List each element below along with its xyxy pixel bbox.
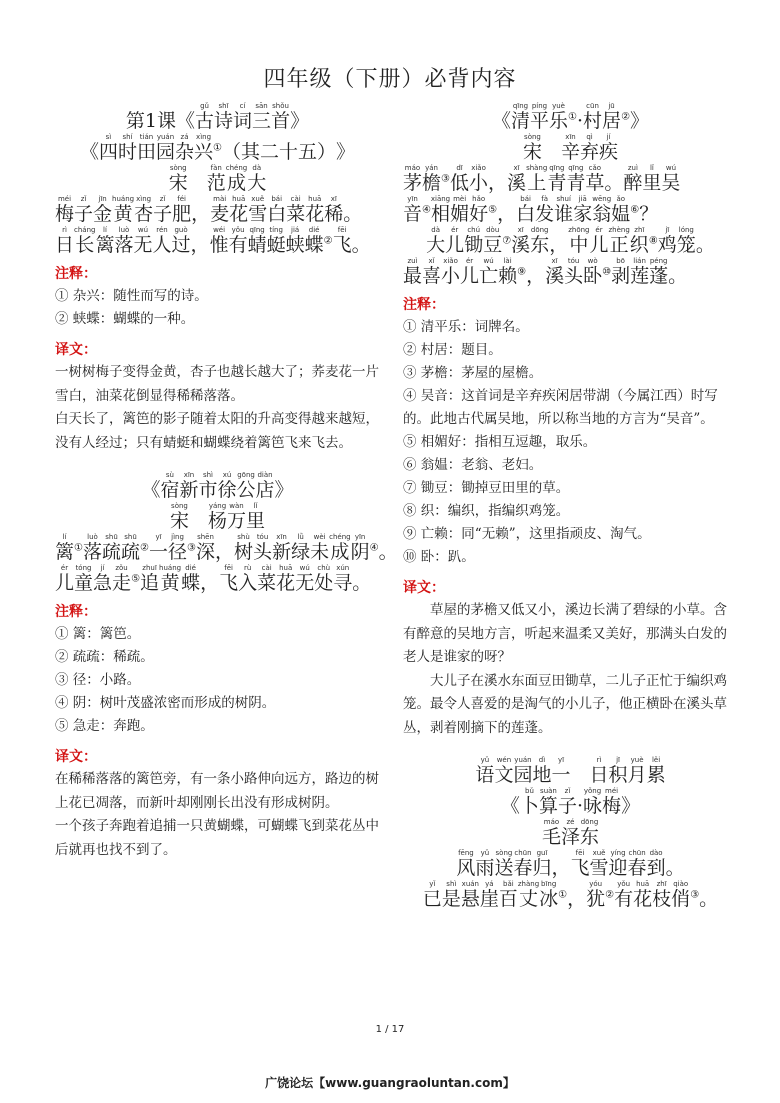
footnote-marker: ③ (187, 542, 196, 554)
ruby-char: 崖yá (479, 880, 499, 910)
ruby-char: 正zhèng (608, 226, 630, 256)
verse-line (55, 195, 380, 224)
ruby-char: （其二十五） (222, 141, 337, 163)
ruby-char (542, 141, 561, 163)
ruby-char: ， (190, 234, 210, 256)
ruby-char: 东dōng (580, 818, 600, 848)
ruby-char: 词cí (233, 102, 253, 132)
ruby-char: ， (549, 234, 569, 256)
ruby-char: 杏xìng (134, 195, 154, 225)
ruby-char: 。 (699, 888, 719, 910)
ruby-char: 金jīn (93, 195, 113, 225)
ruby-char: 树shù (234, 533, 254, 563)
footnote-marker: ⑦ (502, 235, 512, 247)
ruby-char: 第1课 (125, 110, 176, 132)
ruby-char: 处chù (314, 564, 334, 594)
poem-title (55, 471, 380, 500)
ruby-char: 惟wéi (209, 226, 229, 256)
ruby-char: 儿ér (55, 564, 75, 594)
ruby-char: 梅méi (55, 195, 75, 225)
ruby-char: 喜xǐ (422, 257, 442, 287)
note-item: ⑨ 亡赖：同“无赖”，这里指顽皮、淘气。 (403, 526, 651, 542)
verse-line (403, 195, 738, 224)
ruby-char: 成chéng (329, 533, 351, 563)
ruby-char: 里lǐ (642, 164, 662, 194)
ruby-char: 赖lài (498, 257, 518, 287)
note-item: ① 清平乐：词牌名。 (403, 319, 529, 335)
ruby-char: 子zǐ (153, 195, 173, 225)
ruby-char: 锄chú (464, 226, 484, 256)
footnote-marker: ⑥ (630, 204, 640, 216)
ruby-char: 青qīng (547, 164, 567, 194)
ruby-char: 儿ér (460, 257, 480, 287)
ruby-char: 园yuán (513, 756, 533, 786)
ruby-char: 吴wú (661, 164, 681, 194)
ruby-char: 飞fēi (219, 564, 239, 594)
ruby-char: 雨yǔ (475, 849, 495, 879)
ruby-char: 雪xuě (589, 849, 609, 879)
ruby-char: 宋sòng (169, 502, 189, 532)
ruby-char: 宋sòng (168, 164, 188, 194)
ruby-char: 鸡jī (657, 226, 677, 256)
ruby-char: 杂zá (175, 133, 195, 163)
ruby-char: 文wén (494, 756, 514, 786)
note-item: ② 疏疏：稀疏。 (55, 649, 154, 665)
footnote-marker: ② (621, 111, 631, 123)
ruby-char: 豆dòu (483, 226, 503, 256)
ruby-char: 万wàn (227, 502, 247, 532)
ruby-char: · (576, 110, 584, 132)
notes-label: 注释： (55, 604, 97, 620)
ruby-char: 蜻qīng (247, 226, 267, 256)
ruby-char: 市shì (198, 471, 218, 501)
ruby-char: 黄huáng (112, 195, 135, 225)
ruby-char: 追zhuī (140, 564, 160, 594)
ruby-char: 径jìng (168, 533, 188, 563)
ruby-char: 新xīn (272, 533, 292, 563)
ruby-char: 平píng (529, 102, 549, 132)
ruby-char: 杨yáng (207, 502, 227, 532)
ruby-char: 。 (604, 172, 624, 194)
ruby-char: 村cūn (583, 102, 603, 132)
ruby-char: 好hǎo (469, 195, 489, 225)
ruby-char: 走zǒu (112, 564, 132, 594)
ruby-char: 蝶dié (181, 564, 201, 594)
ruby-char (188, 172, 207, 194)
site-footer: 广饶论坛【www.guangraoluntan.com】 (265, 1076, 515, 1090)
ruby-char: 枝zhī (652, 880, 672, 910)
ruby-char: 飞fēi (332, 226, 352, 256)
ruby-char: 范fàn (206, 164, 226, 194)
verse-line (403, 226, 738, 255)
ruby-char: 上shàng (526, 164, 548, 194)
ruby-char: 入rù (238, 564, 258, 594)
ruby-char: 。 (351, 234, 371, 256)
ruby-char: 到dào (646, 849, 666, 879)
ruby-char (189, 510, 208, 532)
ruby-char: 积jī (608, 756, 628, 786)
ruby-char: 辛xīn (560, 133, 580, 163)
ruby-char: 犹yóu (586, 880, 606, 910)
ruby-char: 毛máo (541, 818, 561, 848)
verse-line (403, 257, 738, 286)
ruby-char: 音yīn (403, 195, 423, 225)
ruby-char: 有yǒu (614, 880, 634, 910)
ruby-char: 是shì (441, 880, 461, 910)
ruby-char: 人rén (152, 226, 172, 256)
footnote-marker: ③ (441, 173, 450, 185)
ruby-char: 一yī (149, 533, 169, 563)
ruby-char: 白bái (267, 195, 287, 225)
ruby-char: 黄huáng (159, 564, 182, 594)
ruby-char: ， (191, 203, 211, 225)
ruby-char: 累lěi (646, 756, 666, 786)
ruby-char: 东dōng (530, 226, 550, 256)
ruby-char: 春chūn (513, 849, 533, 879)
note-item: ⑦ 锄豆：锄掉豆田里的草。 (403, 480, 570, 496)
footnote-marker: ① (74, 542, 83, 554)
ruby-char: 归guī (532, 849, 552, 879)
ruby-char: 。 (343, 203, 363, 225)
ruby-char: 无wú (133, 226, 153, 256)
ruby-char: 宿sù (160, 471, 180, 501)
note-item: ④ 阴：树叶茂盛浓密而形成的树阴。 (55, 695, 276, 711)
ruby-char: 菜cài (286, 195, 306, 225)
ruby-char: 疏shū (102, 533, 122, 563)
left-column (55, 100, 398, 862)
ruby-char: 已yǐ (422, 880, 442, 910)
ruby-char: 落luò (114, 226, 134, 256)
ruby-char: ， (567, 888, 587, 910)
note-item: ① 杂兴：随性而写的诗。 (55, 288, 208, 304)
ruby-char: 子zǐ (557, 787, 577, 817)
translation-label: 译文： (55, 749, 97, 765)
ruby-char: 》 (336, 141, 356, 163)
note-item: ⑤ 相媚好：指相互逗趣，取乐。 (403, 434, 597, 450)
ruby-char: 草cǎo (585, 164, 605, 194)
ruby-char: 疾jí (599, 133, 619, 163)
ruby-char: 发fà (535, 195, 555, 225)
ruby-char: 丈zhàng (517, 880, 540, 910)
ruby-char: 里lǐ (246, 502, 266, 532)
ruby-char: 菜cài (257, 564, 277, 594)
ruby-char: 儿ér (445, 226, 465, 256)
ruby-char: 蓬péng (649, 257, 669, 287)
note-item: ③ 径：小路。 (55, 672, 141, 688)
footnote-marker: ③ (690, 889, 700, 901)
ruby-char: 醉zuì (623, 164, 643, 194)
ruby-char: 宋sòng (522, 133, 542, 163)
ruby-char: 语yǔ (475, 756, 495, 786)
ruby-char: 莲lián (630, 257, 650, 287)
ruby-char: ， (497, 203, 517, 225)
ruby-char: 春chūn (627, 849, 647, 879)
ruby-char: 疏shū (121, 533, 141, 563)
note-item: ⑧ 织：编织，指编织鸡笼。 (403, 503, 570, 519)
lesson-heading (55, 102, 380, 131)
ruby-char: 首shǒu (271, 102, 291, 132)
translation-paragraph: 一树树梅子变得金黄，杏子也越长越大了；荞麦花一片雪白，油菜花倒显得稀稀落落。 (55, 364, 379, 404)
footnote-marker: ④ (369, 542, 379, 554)
ruby-char: 迎yíng (608, 849, 628, 879)
translation-paragraph: 草屋的茅檐又低又小，溪边长满了碧绿的小草。含有醉意的吴地方言，听起来温柔又美好，那满头白发的老人是谁家的呀？ (403, 602, 727, 665)
ruby-char: 卜bǔ (519, 787, 539, 817)
translation-paragraph: 白天长了，篱笆的影子随着太阳的升高变得越来越短，没有人经过；只有蜻蜓和蝴蝶绕着篱笆飞来飞去。 (55, 411, 379, 451)
ruby-char: 卧wò (583, 257, 603, 287)
ruby-char: 童tóng (74, 564, 94, 594)
ruby-char: 剥bō (611, 257, 631, 287)
ruby-char: 古gǔ (195, 102, 215, 132)
ruby-char: 亡wú (479, 257, 499, 287)
ruby-char: 织zhī (629, 226, 649, 256)
ruby-char: 最zuì (403, 257, 423, 287)
ruby-char: 。 (665, 857, 685, 879)
ruby-char: 肥féi (172, 195, 192, 225)
ruby-char: 冰bīng (539, 880, 559, 910)
ruby-char: 麦mài (210, 195, 230, 225)
ruby-char: 阴yīn (350, 533, 370, 563)
ruby-char: 谁shuí (554, 195, 574, 225)
page-title: 四年级（下册）必背内容 (263, 67, 517, 92)
footnote-marker: ⑤ (131, 573, 141, 585)
footnote-marker: ② (323, 235, 333, 247)
ruby-char: 百bǎi (498, 880, 518, 910)
ruby-char: 寻xún (333, 564, 353, 594)
footnote-marker: ② (605, 889, 615, 901)
ruby-char: 深shēn (196, 533, 216, 563)
ruby-char: 花huā (633, 880, 653, 910)
notes-label: 注释： (55, 266, 97, 282)
ruby-char: 《 (141, 479, 161, 501)
ruby-char: 地dì (532, 756, 552, 786)
translation-label: 译文： (403, 580, 445, 596)
ruby-char: 儿ér (589, 226, 609, 256)
ruby-char: 相xiāng (430, 195, 451, 225)
ruby-char: 媪ǎo (611, 195, 631, 225)
ruby-char: 公gōng (236, 471, 256, 501)
verse-line (403, 880, 738, 909)
note-item: ④ 吴音：这首词是辛弃疾闲居带湖（今属江西）时写的。此地古代属吴地，所以称当地的方言为“吴音”。 (403, 388, 718, 427)
ruby-char: 小xiǎo (441, 257, 461, 287)
footnote-marker: ① (568, 111, 577, 123)
ruby-char: 悬xuán (460, 880, 480, 910)
ruby-char: ， (488, 172, 508, 194)
poem-title (403, 102, 738, 131)
ruby-char: 过guò (171, 226, 191, 256)
ruby-char: 乐yuè (549, 102, 569, 132)
ruby-char: 》 (274, 479, 294, 501)
ruby-char: 大dà (426, 226, 446, 256)
translation-paragraph: 一个孩子奔跑着追捕一只黄蝴蝶，可蝴蝶飞到菜花丛中后就再也找不到了。 (55, 818, 379, 858)
ruby-char: 日rì (55, 226, 75, 256)
ruby-char: 蜓tíng (266, 226, 286, 256)
ruby-char: 清qīng (510, 102, 530, 132)
ruby-char: 咏yǒng (583, 787, 603, 817)
ruby-char: 。 (378, 541, 398, 563)
ruby-char: 日rì (589, 756, 609, 786)
ruby-char: 媚mèi (450, 195, 470, 225)
ruby-char (571, 764, 590, 786)
ruby-char: 兴xìng (194, 133, 214, 163)
ruby-char: 中zhōng (568, 226, 590, 256)
footnote-marker: ④ (422, 204, 431, 216)
ruby-char: 徐xú (217, 471, 237, 501)
ruby-char: 长cháng (74, 226, 96, 256)
translation-paragraph: 大儿子在溪水东面豆田锄草，二儿子正忙于编织鸡笼。最令人喜爱的是淘气的小儿子，他正横卧在溪头草丛，剥着刚摘下的莲蓬。 (403, 672, 727, 736)
ruby-char: 《 (500, 795, 520, 817)
ruby-char: 头tóu (564, 257, 584, 287)
ruby-char: 雪xuě (248, 195, 268, 225)
note-item: ② 村居：题目。 (403, 342, 502, 358)
ruby-char: 》 (290, 110, 310, 132)
note-item: ⑩ 卧：趴。 (403, 549, 475, 565)
ruby-char: ， (526, 265, 546, 287)
ruby-char: 未wèi (310, 533, 330, 563)
page-number: 1 / 17 (375, 1024, 405, 1035)
verse-line (55, 533, 398, 563)
ruby-char: 急jí (93, 564, 113, 594)
ruby-char: 花huā (229, 195, 249, 225)
ruby-char: 蝶dié (304, 226, 324, 256)
ruby-char: 花huā (305, 195, 325, 225)
note-item: ① 篱：篱笆。 (55, 626, 141, 642)
footnote-marker: ① (213, 142, 223, 154)
ruby-char: 稀xī (324, 195, 344, 225)
ruby-char: 溪xī (545, 257, 565, 287)
ruby-char: 大dà (247, 164, 267, 194)
ruby-char: 风fēng (456, 849, 476, 879)
ruby-char: 飞fēi (570, 849, 590, 879)
note-item: ② 蛱蝶：蝴蝶的一种。 (55, 311, 195, 327)
ruby-char: 无wú (295, 564, 315, 594)
footnote-marker: ⑧ (648, 235, 658, 247)
ruby-char: 梅méi (602, 787, 622, 817)
ruby-char: 白bái (516, 195, 536, 225)
note-item: ⑤ 急走：奔跑。 (55, 718, 154, 734)
poem-title (403, 787, 738, 816)
poem-author (403, 818, 738, 847)
verse-line (403, 849, 738, 878)
ruby-char: 茅máo (403, 164, 423, 194)
ruby-char: 家jiā (573, 195, 593, 225)
ruby-char: 花huā (276, 564, 296, 594)
ruby-char: ， (200, 572, 220, 594)
translation-paragraph: 在稀稀落落的篱笆旁，有一条小路伸向远方，路边的树上花已凋落，而新叶却刚刚长出没有形成树阴。 (55, 771, 379, 811)
verse-line (55, 564, 380, 593)
ruby-char: 店diàn (255, 471, 275, 501)
ruby-char: 蛱jiá (285, 226, 305, 256)
right-column (403, 100, 738, 909)
ruby-char: 《 (79, 141, 99, 163)
ruby-char: 弃qì (580, 133, 600, 163)
ruby-char: ？ (639, 203, 659, 225)
ruby-char: 落luò (82, 533, 102, 563)
ruby-char: 小xiǎo (469, 164, 489, 194)
ruby-char: 《 (175, 110, 195, 132)
ruby-char: 溪xī (507, 164, 527, 194)
ruby-char: 青qīng (566, 164, 586, 194)
footnote-marker: ⑩ (602, 266, 612, 278)
ruby-char: 俏qiào (671, 880, 691, 910)
ruby-char: 。 (668, 265, 688, 287)
ruby-char: 》 (630, 110, 650, 132)
ruby-char: 月yuè (627, 756, 647, 786)
poem-author (55, 164, 380, 193)
ruby-char: 翁wēng (592, 195, 612, 225)
poem-author (55, 502, 380, 531)
ruby-char: 。 (695, 234, 715, 256)
ruby-char: ， (551, 857, 571, 879)
ruby-char: 四sì (98, 133, 118, 163)
ruby-char: 泽zé (560, 818, 580, 848)
ruby-char: 子zǐ (74, 195, 94, 225)
ruby-char: · (576, 795, 584, 817)
ruby-char: 园yuán (156, 133, 176, 163)
ruby-char: 一yī (551, 756, 571, 786)
footnote-marker: ⑨ (517, 266, 527, 278)
section-heading (403, 756, 738, 785)
note-item: ③ 茅檐：茅屋的屋檐。 (403, 365, 543, 381)
ruby-char: 送sòng (494, 849, 514, 879)
verse-line (403, 164, 738, 193)
ruby-char: 笼lóng (676, 226, 696, 256)
poem-title (55, 133, 380, 162)
ruby-char: 篱lí (55, 533, 75, 563)
ruby-char: 算suàn (538, 787, 558, 817)
ruby-char: ， (215, 541, 235, 563)
ruby-char: 头tóu (253, 533, 273, 563)
note-item: ⑥ 翁媪：老翁、老妇。 (403, 457, 543, 473)
notes-label: 注释： (403, 297, 445, 313)
verse-line (55, 226, 380, 255)
poem-author (403, 133, 738, 162)
ruby-char: 溪xī (511, 226, 531, 256)
footnote-marker: ① (558, 889, 568, 901)
ruby-char: 时shí (117, 133, 137, 163)
ruby-char: 绿lǜ (291, 533, 311, 563)
ruby-char: 居jū (602, 102, 622, 132)
ruby-char: 《 (491, 110, 511, 132)
ruby-char: 三sān (252, 102, 272, 132)
footnote-marker: ⑤ (488, 204, 498, 216)
ruby-char: 成chéng (225, 164, 248, 194)
ruby-char: 篱lí (95, 226, 115, 256)
ruby-char: 新xīn (179, 471, 199, 501)
ruby-char: 低dī (450, 164, 470, 194)
translation-label: 译文： (55, 342, 97, 358)
ruby-char: 。 (352, 572, 372, 594)
ruby-char: 田tián (136, 133, 156, 163)
footnote-marker: ② (140, 542, 149, 554)
ruby-char: 有yǒu (228, 226, 248, 256)
ruby-char: 檐yán (422, 164, 442, 194)
ruby-char: 诗shī (214, 102, 234, 132)
ruby-char: 》 (621, 795, 641, 817)
